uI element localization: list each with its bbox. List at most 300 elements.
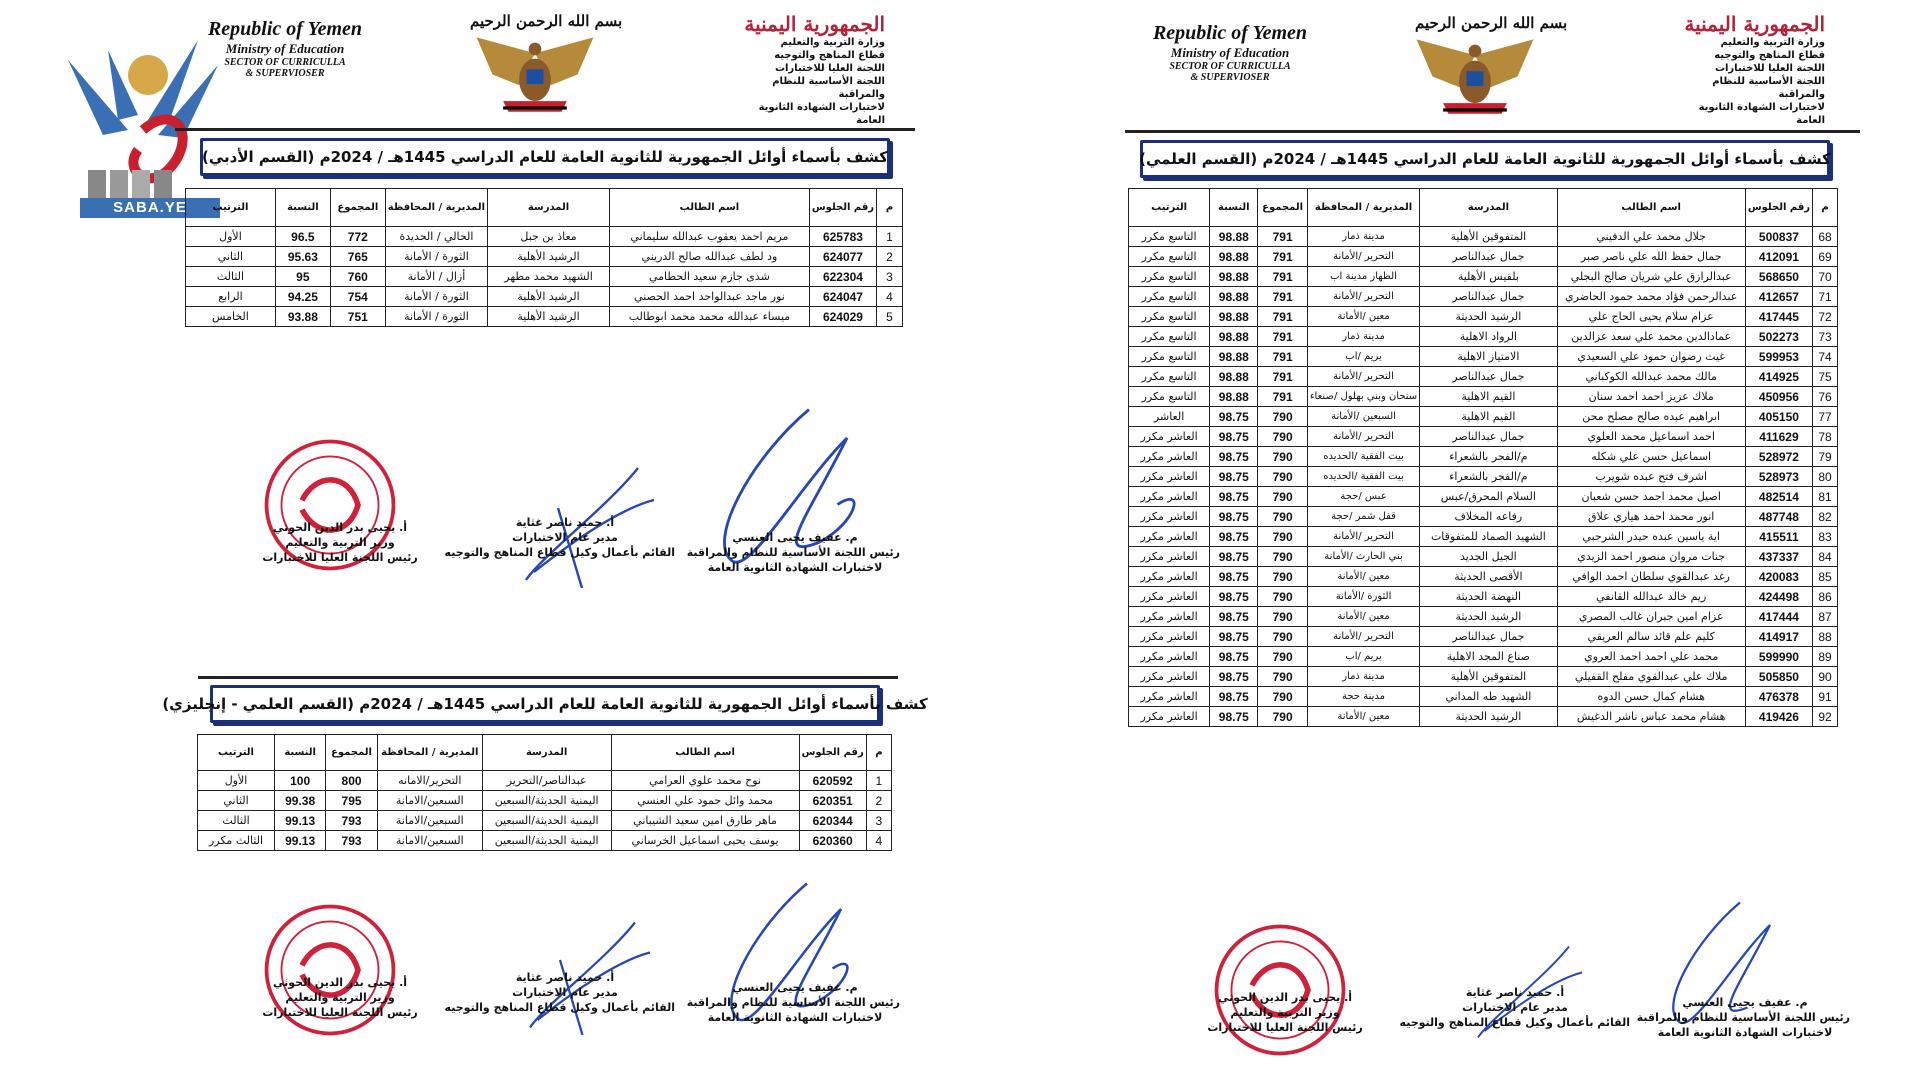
- english-table: [197, 734, 892, 851]
- cell-total: 790: [1258, 707, 1307, 727]
- header-en-line4: & SUPERVIOSER: [1190, 72, 1270, 83]
- cell-name: اشرف فتح عبده شويرب: [1557, 467, 1745, 487]
- cell-percent: 98.88: [1210, 247, 1258, 267]
- cell-percent: 98.88: [1210, 267, 1258, 287]
- cell-district: الحالي / الحديدة: [385, 227, 487, 247]
- cell-total: 790: [1258, 567, 1307, 587]
- header-en-line3: SECTOR OF CURRICULLA: [1169, 61, 1291, 72]
- scientific-table: [1128, 188, 1838, 727]
- cell-seat: 482514: [1745, 487, 1812, 507]
- cell-district: يريم /اب: [1307, 647, 1419, 667]
- cell-school: المتفوقين الأهلية: [1420, 667, 1557, 687]
- cell-seat: 528973: [1745, 467, 1812, 487]
- cell-rank: الثاني: [198, 791, 275, 811]
- cell-rank: الأول: [186, 227, 276, 247]
- table-row: [1129, 467, 1838, 487]
- cell-rank: التاسع مكرر: [1129, 327, 1210, 347]
- cell-percent: 98.75: [1210, 407, 1258, 427]
- cell-name: عبدالرازق علي شريان صالح البجلي: [1557, 267, 1745, 287]
- table-row: [1129, 327, 1838, 347]
- cell-district: معين /الأمانة: [1307, 607, 1419, 627]
- table-row: [186, 247, 903, 267]
- cell-seat: 412657: [1745, 287, 1812, 307]
- cell-seat: 625783: [809, 227, 876, 247]
- table-row: [198, 831, 892, 851]
- cell-total: 791: [1258, 287, 1307, 307]
- table-row: [1129, 407, 1838, 427]
- cell-district: مدينة ذمار: [1307, 227, 1419, 247]
- cell-m: 83: [1813, 527, 1838, 547]
- cell-rank: العاشر مكرر: [1129, 647, 1210, 667]
- table-row: [1129, 367, 1838, 387]
- table-row: [1129, 607, 1838, 627]
- cell-district: التحرير /الأمانة: [1307, 627, 1419, 647]
- cell-percent: 98.75: [1210, 547, 1258, 567]
- cell-total: 790: [1258, 467, 1307, 487]
- cell-seat: 414925: [1745, 367, 1812, 387]
- table-row: [1129, 387, 1838, 407]
- table-row: [1129, 267, 1838, 287]
- cell-name: شذى جازم سعيد الحطامي: [609, 267, 809, 287]
- cell-school: القيم الاهلية: [1420, 407, 1557, 427]
- cell-seat: 414917: [1745, 627, 1812, 647]
- cell-school: المتفوقين الأهلية: [1420, 227, 1557, 247]
- col-seat: رقم الجلوس: [809, 189, 876, 227]
- left-eagle-emblem-icon: [470, 32, 600, 117]
- cell-school: جمال عبدالناصر: [1420, 247, 1557, 267]
- literary-body: [186, 227, 903, 327]
- cell-m: 87: [1813, 607, 1838, 627]
- header-ar-line1: الجمهورية اليمنية: [744, 12, 885, 36]
- cell-district: قفل شمر /حجة: [1307, 507, 1419, 527]
- cell-school: السلام المحرق/عبس: [1420, 487, 1557, 507]
- cell-seat: 411629: [1745, 427, 1812, 447]
- cell-name: هشام محمد عباس ناشر الدغيش: [1557, 707, 1745, 727]
- cell-name: اصيل محمد احمد حسن شعبان: [1557, 487, 1745, 507]
- table-row: [1129, 487, 1838, 507]
- cell-school: جمال عبدالناصر: [1420, 367, 1557, 387]
- cell-total: 790: [1258, 667, 1307, 687]
- header-en-line4: & SUPERVIOSER: [245, 68, 325, 79]
- cell-seat: 620344: [799, 811, 866, 831]
- cell-school: اليمنية الحديثة/السبعين: [482, 791, 611, 811]
- cell-total: 790: [1258, 607, 1307, 627]
- cell-m: 70: [1813, 267, 1838, 287]
- right-header-en: [1135, 22, 1325, 83]
- cell-rank: الثاني: [186, 247, 276, 267]
- literary-table: [185, 188, 903, 327]
- cell-m: 75: [1813, 367, 1838, 387]
- cell-name: جمال حفظ الله علي ناصر صبر: [1557, 247, 1745, 267]
- header-ar-line6: لاختبارات الشهادة الثانوية العامة: [1698, 102, 1825, 126]
- sig2-role2: القائم بأعمال وكيل قطاع المناهج والتوجيه: [444, 1001, 675, 1014]
- cell-school: الأقصى الحديثة: [1420, 567, 1557, 587]
- english-body: [198, 771, 892, 851]
- cell-m: 90: [1813, 667, 1838, 687]
- cell-district: أزال / الأمانة: [385, 267, 487, 287]
- cell-seat: 624077: [809, 247, 876, 267]
- cell-m: 68: [1813, 227, 1838, 247]
- cell-school: النهضة الحديثة: [1420, 587, 1557, 607]
- header-ar-line3: قطاع المناهج والتوجيه: [1714, 50, 1825, 61]
- cell-m: 1: [866, 771, 891, 791]
- cell-district: معين /الأمانة: [1307, 707, 1419, 727]
- cell-school: الشهيد محمد مطهر: [488, 267, 610, 287]
- cell-m: 84: [1813, 547, 1838, 567]
- cell-seat: 568650: [1745, 267, 1812, 287]
- table-row: [1129, 287, 1838, 307]
- cell-seat: 528972: [1745, 447, 1812, 467]
- cell-percent: 98.88: [1210, 367, 1258, 387]
- cell-school: الامتياز الاهلية: [1420, 347, 1557, 367]
- cell-total: 790: [1258, 687, 1307, 707]
- sig1-role2: لاختبارات الشهادة الثانوية العامة: [1657, 1026, 1833, 1039]
- cell-seat: 476378: [1745, 687, 1812, 707]
- cell-name: ماهر طارق امين سعيد الشيباني: [611, 811, 799, 831]
- sig3-name: أ. يحيى بدر الدين الحوثي: [1217, 991, 1353, 1004]
- cell-percent: 98.75: [1210, 567, 1258, 587]
- right-header-rule: [1125, 130, 1860, 133]
- header-en-line1: Republic of Yemen: [1152, 22, 1308, 44]
- signature-3-lower: [245, 975, 435, 1020]
- header-ar-line2: وزارة التربية والتعليم: [780, 37, 885, 48]
- sig3-role2: رئيس اللجنة العليا للاختبارات: [1207, 1021, 1363, 1034]
- cell-district: الثورة / الأمانة: [385, 307, 487, 327]
- cell-rank: التاسع مكرر: [1129, 347, 1210, 367]
- cell-m: 78: [1813, 427, 1838, 447]
- cell-name: كليم علم قائد سالم العريقي: [1557, 627, 1745, 647]
- header-en-line3: SECTOR OF CURRICULLA: [224, 57, 346, 68]
- cell-name: ميساء عبدالله محمد محمد ابوطالب: [609, 307, 809, 327]
- sig3-role1: وزير التربية والتعليم: [285, 991, 395, 1004]
- cell-total: 791: [1258, 347, 1307, 367]
- table-row: [1129, 587, 1838, 607]
- cell-name: يوسف يحيى اسماعيل الخرساني: [611, 831, 799, 851]
- col-school: المدرسة: [482, 735, 611, 771]
- cell-percent: 98.75: [1210, 707, 1258, 727]
- cell-m: 3: [866, 811, 891, 831]
- cell-rank: التاسع مكرر: [1129, 367, 1210, 387]
- sig1-role2: لاختبارات الشهادة الثانوية العامة: [707, 561, 883, 574]
- cell-rank: العاشر مكرر: [1129, 687, 1210, 707]
- cell-seat: 437337: [1745, 547, 1812, 567]
- sig2-name: أ. حميد ناصر غثاية: [515, 971, 615, 984]
- cell-seat: 450956: [1745, 387, 1812, 407]
- cell-m: 82: [1813, 507, 1838, 527]
- cell-total: 791: [1258, 387, 1307, 407]
- cell-rank: العاشر مكرر: [1129, 567, 1210, 587]
- col-seat: رقم الجلوس: [799, 735, 866, 771]
- sig1-role1: رئيس اللجنة الأساسية للنظام والمراقبة: [1636, 1011, 1850, 1024]
- sig2-role1: مدير عام الاختبارات: [1462, 1001, 1568, 1014]
- cell-total: 754: [330, 287, 385, 307]
- cell-percent: 94.25: [275, 287, 330, 307]
- cell-school: بلقيس الأهلية: [1420, 267, 1557, 287]
- cell-district: السبعين /الأمانة: [1307, 407, 1419, 427]
- header-ar-line5: اللجنة الأساسية للنظام والمراقبة: [1712, 76, 1825, 100]
- sig1-name: م. عفيف يحيى العنسي: [732, 981, 858, 994]
- cell-rank: الخامس: [186, 307, 276, 327]
- signature-1-lower: [686, 980, 900, 1025]
- header-en-line1: Republic of Yemen: [207, 18, 363, 40]
- right-basmala: بسم الله الرحمن الرحيم: [1415, 14, 1568, 32]
- cell-percent: 99.38: [275, 791, 326, 811]
- table-row: [186, 287, 903, 307]
- cell-name: محمد وائل حمود علي العنسي: [611, 791, 799, 811]
- cell-percent: 98.75: [1210, 587, 1258, 607]
- cell-m: 3: [877, 267, 903, 287]
- cell-percent: 99.13: [275, 831, 326, 851]
- col-rank: الترتيب: [186, 189, 276, 227]
- table-row: [1129, 527, 1838, 547]
- signature-3-right: [1190, 990, 1380, 1035]
- cell-percent: 98.88: [1210, 307, 1258, 327]
- sig2-role1: مدير عام الاختبارات: [512, 531, 618, 544]
- cell-total: 790: [1258, 507, 1307, 527]
- cell-total: 760: [330, 267, 385, 287]
- cell-total: 790: [1258, 627, 1307, 647]
- sig1-name: م. عفيف يحيى العنسي: [1682, 996, 1808, 1009]
- sig1-role2: لاختبارات الشهادة الثانوية العامة: [707, 1011, 883, 1024]
- col-school: المدرسة: [488, 189, 610, 227]
- cell-district: بيت الفقية /الحديده: [1307, 467, 1419, 487]
- cell-name: ود لطف عبدالله صالح الدريني: [609, 247, 809, 267]
- cell-district: بني الحارث /الأمانة: [1307, 547, 1419, 567]
- left-mid-rule: [198, 676, 898, 679]
- cell-school: الرشيد الأهلية: [488, 307, 610, 327]
- signature-2: [444, 515, 675, 560]
- cell-m: 5: [877, 307, 903, 327]
- sig3-role1: وزير التربية والتعليم: [1230, 1006, 1340, 1019]
- cell-district: السبعين/الامانة: [377, 811, 482, 831]
- cell-m: 69: [1813, 247, 1838, 267]
- cell-total: 791: [1258, 327, 1307, 347]
- cell-seat: 620351: [799, 791, 866, 811]
- cell-percent: 98.75: [1210, 687, 1258, 707]
- table-row: [198, 771, 892, 791]
- col-rank: الترتيب: [1129, 189, 1210, 227]
- table-row: [1129, 247, 1838, 267]
- col-total: المجموع: [330, 189, 385, 227]
- cell-m: 89: [1813, 647, 1838, 667]
- cell-percent: 98.88: [1210, 347, 1258, 367]
- sig1-role1: رئيس اللجنة الأساسية للنظام والمراقبة: [686, 996, 900, 1009]
- table-row: [1129, 667, 1838, 687]
- cell-total: 793: [326, 831, 378, 851]
- col-name: اسم الطالب: [611, 735, 799, 771]
- sig3-name: أ. يحيى بدر الدين الحوثي: [272, 521, 408, 534]
- cell-m: 76: [1813, 387, 1838, 407]
- cell-name: ملاك عزيز احمد احمد سنان: [1557, 387, 1745, 407]
- sig2-role1: مدير عام الاختبارات: [512, 986, 618, 999]
- cell-district: معين /الأمانة: [1307, 567, 1419, 587]
- cell-percent: 96.5: [275, 227, 330, 247]
- cell-total: 790: [1258, 447, 1307, 467]
- header-en-line2: Ministry of Education: [225, 41, 345, 56]
- cell-rank: العاشر مكرر: [1129, 667, 1210, 687]
- cell-school: جمال عبدالناصر: [1420, 427, 1557, 447]
- cell-school: الرشيد الحديثة: [1420, 707, 1557, 727]
- cell-seat: 599990: [1745, 647, 1812, 667]
- cell-percent: 98.75: [1210, 487, 1258, 507]
- cell-rank: العاشر مكرر: [1129, 707, 1210, 727]
- cell-total: 800: [326, 771, 378, 791]
- watermark-text: SABA.YE: [80, 198, 220, 218]
- signature-1-right: [1636, 995, 1850, 1040]
- cell-school: الرشيد الأهلية: [488, 247, 610, 267]
- cell-m: 88: [1813, 627, 1838, 647]
- cell-school: عبدالناصر/التحرير: [482, 771, 611, 791]
- cell-total: 751: [330, 307, 385, 327]
- cell-total: 772: [330, 227, 385, 247]
- cell-m: 79: [1813, 447, 1838, 467]
- table-row: [1129, 547, 1838, 567]
- cell-m: 91: [1813, 687, 1838, 707]
- cell-name: عمادالدين محمد علي سعد عزالدين: [1557, 327, 1745, 347]
- cell-percent: 99.13: [275, 811, 326, 831]
- cell-name: عزام سلام يحيى الحاج علي: [1557, 307, 1745, 327]
- cell-school: القيم الاهلية: [1420, 387, 1557, 407]
- col-m: م: [877, 189, 903, 227]
- cell-m: 92: [1813, 707, 1838, 727]
- col-district: المديرية / المحافظة: [385, 189, 487, 227]
- cell-percent: 98.88: [1210, 387, 1258, 407]
- cell-percent: 98.88: [1210, 327, 1258, 347]
- cell-school: الرشيد الحديثة: [1420, 307, 1557, 327]
- cell-school: الرشيد الأهلية: [488, 287, 610, 307]
- cell-rank: الثالث: [186, 267, 276, 287]
- sig1-name: م. عفيف يحيى العنسي: [732, 531, 858, 544]
- cell-rank: العاشر مكرر: [1129, 587, 1210, 607]
- cell-m: 73: [1813, 327, 1838, 347]
- cell-name: عبدالرحمن فؤاد محمد حمود الحاضري: [1557, 287, 1745, 307]
- sig2-name: أ. حميد ناصر غثاية: [1465, 986, 1565, 999]
- cell-district: السبعين/الامانة: [377, 791, 482, 811]
- literary-title: كشف بأسماء أوائل الجمهورية للثانوية العامة للعام الدراسي 1445هـ / 2024م (القسم الأدبي): [200, 138, 890, 176]
- table-row: [1129, 707, 1838, 727]
- cell-percent: 98.75: [1210, 527, 1258, 547]
- cell-rank: التاسع مكرر: [1129, 287, 1210, 307]
- cell-district: مدينة ذمار: [1307, 667, 1419, 687]
- cell-seat: 620360: [799, 831, 866, 851]
- cell-seat: 417445: [1745, 307, 1812, 327]
- cell-percent: 98.75: [1210, 607, 1258, 627]
- cell-name: انور محمد احمد هياري علاق: [1557, 507, 1745, 527]
- cell-percent: 98.75: [1210, 427, 1258, 447]
- left-header-en: [195, 18, 375, 79]
- table-row: [186, 267, 903, 287]
- header-ar-line4: اللجنة العليا للاختبارات: [774, 63, 885, 74]
- cell-district: التحرير /الأمانة: [1307, 367, 1419, 387]
- cell-total: 790: [1258, 427, 1307, 447]
- sig3-name: أ. يحيى بدر الدين الحوثي: [272, 976, 408, 989]
- cell-district: التحرير /الأمانة: [1307, 287, 1419, 307]
- col-school: المدرسة: [1420, 189, 1557, 227]
- table-row: [1129, 567, 1838, 587]
- cell-name: احمد اسماعيل محمد العلوي: [1557, 427, 1745, 447]
- signature-1: [686, 530, 900, 575]
- col-percent: النسبة: [275, 189, 330, 227]
- header-ar-line5: اللجنة الأساسية للنظام والمراقبة: [772, 76, 885, 100]
- scientific-body: [1129, 227, 1838, 727]
- right-header-ar: [1670, 12, 1825, 127]
- header-en-line2: Ministry of Education: [1170, 45, 1290, 60]
- cell-seat: 620592: [799, 771, 866, 791]
- cell-m: 4: [866, 831, 891, 851]
- right-eagle-emblem-icon: [1405, 34, 1545, 119]
- cell-percent: 98.75: [1210, 647, 1258, 667]
- cell-school: جمال عبدالناصر: [1420, 627, 1557, 647]
- cell-name: اسماعيل حسن علي شكله: [1557, 447, 1745, 467]
- cell-school: الرشيد الحديثة: [1420, 607, 1557, 627]
- left-header-rule: [175, 128, 915, 131]
- col-total: المجموع: [1258, 189, 1307, 227]
- col-percent: النسبة: [275, 735, 326, 771]
- cell-seat: 505850: [1745, 667, 1812, 687]
- cell-seat: 624029: [809, 307, 876, 327]
- table-row: [1129, 427, 1838, 447]
- cell-m: 4: [877, 287, 903, 307]
- table-row: [186, 307, 903, 327]
- col-name: اسم الطالب: [609, 189, 809, 227]
- cell-total: 790: [1258, 547, 1307, 567]
- col-percent: النسبة: [1210, 189, 1258, 227]
- cell-name: ريم خالد عبدالله القانفي: [1557, 587, 1745, 607]
- cell-district: الثورة / الأمانة: [385, 247, 487, 267]
- table-row: [198, 791, 892, 811]
- sig1-role1: رئيس اللجنة الأساسية للنظام والمراقبة: [686, 546, 900, 559]
- sig3-role2: رئيس اللجنة العليا للاختبارات: [262, 551, 418, 564]
- cell-school: م/الفجر بالشعراء: [1420, 467, 1557, 487]
- signature-2-right: [1400, 985, 1630, 1030]
- cell-district: بيت الفقية /الحديده: [1307, 447, 1419, 467]
- cell-m: 85: [1813, 567, 1838, 587]
- cell-m: 80: [1813, 467, 1838, 487]
- cell-name: نوح محمد علوي العرامي: [611, 771, 799, 791]
- cell-total: 791: [1258, 267, 1307, 287]
- cell-rank: العاشر مكرر: [1129, 467, 1210, 487]
- cell-district: مدينة ذمار: [1307, 327, 1419, 347]
- cell-seat: 599953: [1745, 347, 1812, 367]
- cell-seat: 502273: [1745, 327, 1812, 347]
- cell-school: م/الفجر بالشعراء: [1420, 447, 1557, 467]
- col-rank: الترتيب: [198, 735, 275, 771]
- table-row: [1129, 507, 1838, 527]
- cell-m: 71: [1813, 287, 1838, 307]
- left-header-ar: [735, 12, 885, 127]
- cell-school: اليمنية الحديثة/السبعين: [482, 811, 611, 831]
- cell-percent: 95.63: [275, 247, 330, 267]
- sig2-role2: القائم بأعمال وكيل قطاع المناهج والتوجيه: [1399, 1016, 1630, 1029]
- cell-seat: 624047: [809, 287, 876, 307]
- cell-school: الجيل الجديد: [1420, 547, 1557, 567]
- cell-rank: العاشر: [1129, 407, 1210, 427]
- cell-district: التحرير/الامانه: [377, 771, 482, 791]
- cell-percent: 98.75: [1210, 667, 1258, 687]
- cell-percent: 98.88: [1210, 287, 1258, 307]
- col-m: م: [1813, 189, 1838, 227]
- cell-total: 791: [1258, 247, 1307, 267]
- table-row: [1129, 227, 1838, 247]
- cell-school: جمال عبدالناصر: [1420, 287, 1557, 307]
- cell-name: عزام امين جبران غالب المصري: [1557, 607, 1745, 627]
- cell-rank: التاسع مكرر: [1129, 247, 1210, 267]
- table-row: [1129, 347, 1838, 367]
- cell-total: 795: [326, 791, 378, 811]
- cell-rank: العاشر مكرر: [1129, 547, 1210, 567]
- cell-seat: 420083: [1745, 567, 1812, 587]
- cell-percent: 98.75: [1210, 447, 1258, 467]
